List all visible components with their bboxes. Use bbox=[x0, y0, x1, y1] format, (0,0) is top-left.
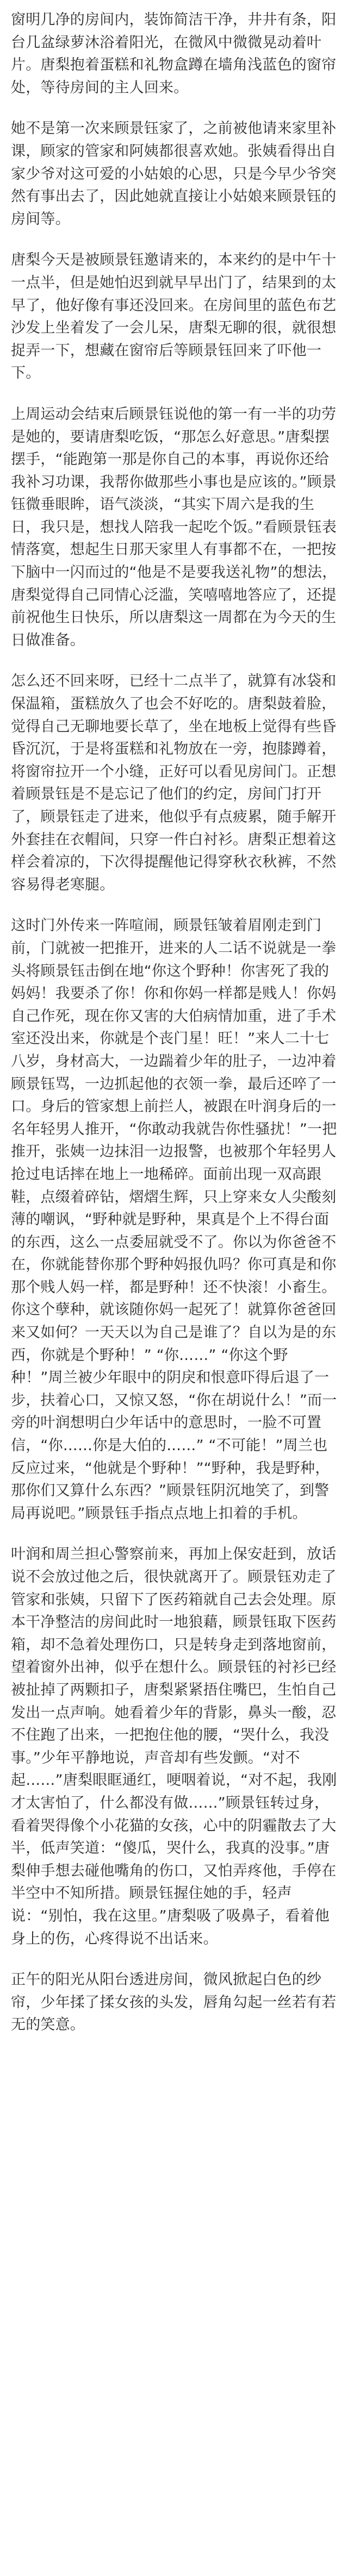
paragraph: 上周运动会结束后顾景钰说他的第一有一半的功劳是她的，要请唐梨吃饭，“那怎么好意思。”唐梨摆摆手，“能跑第一那是你自己的本事，再说你还给我补习功课，我帮你做那些小事也是应该的。”顾景钰微垂眼眸，语气淡淡，“其实下周六是我的生日，我只是，想找人陪我一起吃个饭。”看顾景钰表情落寞，想起生日那天家里人有事都不在，一把按下脑中一闪而过的“他是不是要我送礼物”的想法，唐梨觉得自己同情心泛滥，笑嘻嘻地答应了，还提前祝他生日快乐，所以唐梨这一周都在为今天的生日做准备。 bbox=[11, 405, 337, 649]
paragraph: 唐梨今天是被顾景钰邀请来的，本来约的是中午十一点半，但是她怕迟到就早早出门了，结果到的太早了，他好像有事还没回来。在房间里的蓝色布艺沙发上坐着发了一会儿呆，唐梨无聊的很，就很想捉弄一下，想藏在窗帘后等顾景钰回来了吓他一下。 bbox=[11, 252, 337, 382]
paragraph: 怎么还不回来呀，已经十二点半了，就算有冰袋和保温箱，蛋糕放久了也会不好吃的。唐梨鼓着脸，觉得自己无聊地要长草了，坐在地板上觉得有些昏昏沉沉，于是将蛋糕和礼物放在一旁，抱膝蹲着，将窗帘拉开一个小缝，正好可以看见房间门。正想着顾景钰是不是忘记了他们的约定，房间门打开了，顾景钰走了进来，他似乎有点疲累，随手解开外套挂在衣帽间，只穿一件白衬衫。唐梨正想着这样会着凉的，下次得提醒他记得穿秋衣秋裤，不然容易得老寒腿。 bbox=[11, 673, 337, 893]
paragraph: 叶润和周兰担心警察前来，再加上保安赶到，放话说不会放过他之后，很快就离开了。顾景钰劝走了管家和张姨，只留下了医药箱就自己去会处理。原本干净整洁的房间此时一地狼藉，顾景钰取下医药箱，却不急着处理伤口，只是转身走到落地窗前，望着窗外出神，似乎在想什么。顾景钰的衬衫已经被扯掉了两颗扣子，唐梨紧紧捂住嘴巴，生怕自己发出一点声响。她看着少年的背影，鼻头一酸，忍不住跑了出来，一把抱住他的腰，“哭什么，我没事。”少年平静地说，声音却有些发颤。“对不起……”唐梨眼眶通红，哽咽着说，“对不起，我刚才太害怕了，什么都没有做……”顾景钰转过身，看着哭得像个小花猫的女孩，心中的阴霾散去了大半，低声笑道：“傻瓜，哭什么，我真的没事。”唐梨伸手想去碰他嘴角的伤口，又怕弄疼他，手停在半空中不知所措。顾景钰握住她的手，轻声说：“别怕，我在这里。”唐梨吸了吸鼻子，看着他身上的伤，心疼得说不出话来。 bbox=[11, 1546, 337, 1947]
paragraph: 她不是第一次来顾景钰家了，之前被他请来家里补课，顾家的管家和阿姨都很喜欢她。张姨看得出自家少爷对这可爱的小姑娘的心思，只是今早少爷突然有事出去了，因此她就直接让小姑娘来顾景钰的房间等。 bbox=[11, 120, 337, 228]
paragraph: 这时门外传来一阵喧闹，顾景钰皱着眉刚走到门前，门就被一把推开，进来的人二话不说就是一拳头将顾景钰击倒在地“你这个野种！你害死了我的妈妈！我要杀了你！你和你妈一样都是贱人！你妈自己作死，现在你又害的大伯病情加重，进了手术室还没出来，你就是个丧门星！旺！”来人二十七八岁，身材高大，一边踹着少年的肚子，一边冲着顾景钰骂，一边抓起他的衣领一拳，最后还啐了一口。身后的管家想上前拦人，被跟在叶润身后的一名年轻男人推开，“你敢动我就告你性骚扰！”一把推开，张姨一边抹泪一边报警，也被那个年轻男人抢过电话摔在地上一地稀碎。面前出现一双高跟鞋，点缀着碎钻，熠熠生辉，只上穿来女人尖酸刻薄的嘲讽，“野种就是野种，果真是个上不得台面的东西，这么一点委屈就受不了。你以为你爸爸不在，你就能替你那个野种妈报仇吗？你可真是和你那个贱人妈一样，都是野种！还不快滚！小畜生。你这个孽种，就该随你妈一起死了！就算你爸爸回来又如何？一天天以为自己是谁了？自以为是的东西，你就是个野种！” “你……” “你这个野种！”周兰被少年眼中的阴戾和恨意吓得后退了一步，扶着心口，又惊又怒，“你在胡说什么！”而一旁的叶润想明白少年话中的意思时，一脸不可置信，“你……你是大伯的……” “不可能！”周兰也反应过来，“他就是个野种！”“野种，我是野种，那你们又算什么东西？”顾景钰阴沉地笑了，到警局再说吧。”顾景钰手指点点地上扣着的手机。 bbox=[11, 917, 337, 1522]
paragraph: 正午的阳光从阳台透进房间，微风掀起白色的纱帘，少年揉了揉女孩的头发，唇角勾起一丝若有若无的笑意。 bbox=[11, 1971, 337, 2034]
paragraph: 窗明几净的房间内，装饰简洁干净，井井有条，阳台几盆绿萝沐浴着阳光，在微风中微微晃动着叶片。唐梨抱着蛋糕和礼物盒蹲在墙角浅蓝色的窗帘处，等待房间的主人回来。 bbox=[11, 11, 337, 96]
